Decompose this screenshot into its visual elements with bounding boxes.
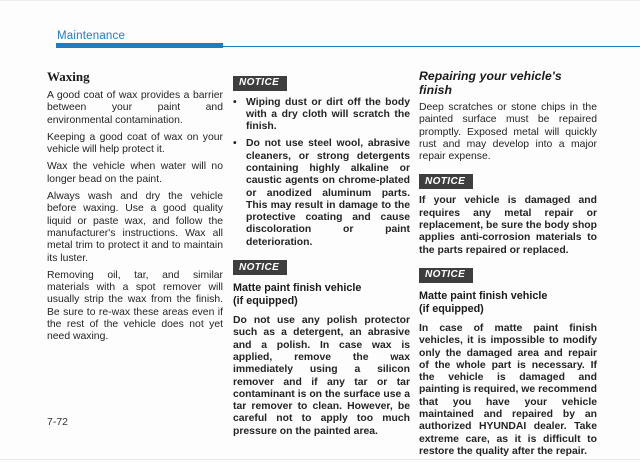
notice-badge: NOTICE xyxy=(233,260,287,275)
paragraph: Always wash and dry the vehicle before waxing. Use a good quality liquid or paste wax, and follow the manufacturer's instructions. Wax all metal trim to protect it and to maintain its luster. xyxy=(47,191,223,264)
column-repairing xyxy=(419,69,597,463)
paragraph: Wax the vehicle when water will no longer bead on the paint. xyxy=(47,161,223,185)
list-item xyxy=(233,97,410,134)
subheading-line: (if equipped) xyxy=(233,295,298,308)
paragraph: If your vehicle is damaged and requires any metal repair or replacement, be sure the body shop applies anti-corrosion materials to the parts repaired or replaced. xyxy=(419,195,597,256)
notice-badge: NOTICE xyxy=(419,174,473,189)
page-number: 7-72 xyxy=(47,416,69,428)
bullet-text: Wiping dust or dirt off the body with a dry cloth will scratch the finish. xyxy=(246,96,410,133)
subheading-line: (if equipped) xyxy=(419,302,484,315)
bullet-text: Do not use steel wool, abrasive cleaners, or strong detergents containing highly alkaline or caustic agents on chrome-plated or anodized aluminum parts. This may result in damage to the protective coating and cause discoloration or paint deterioration. xyxy=(246,138,410,248)
list-item xyxy=(233,138,410,249)
paragraph: A good coat of wax provides a barrier between your paint and environmental contamination. xyxy=(47,90,223,126)
section-label: Maintenance xyxy=(57,30,126,42)
notice-badge: NOTICE xyxy=(419,268,473,283)
matte-paint-subheading xyxy=(419,290,597,316)
paragraph: Removing oil, tar, and similar materials with a spot remover will usually strip the wax from the finish. Be sure to re-wax these areas even if the rest of the vehicle does not yet need waxing. xyxy=(47,269,223,343)
repairing-heading: Repairing your vehicle's finish xyxy=(419,69,562,97)
column-waxing xyxy=(47,69,223,349)
subheading-line: Matte paint finish vehicle xyxy=(419,289,548,302)
header-accent-bar xyxy=(56,43,223,48)
paragraph: Do not use any polish protector such as a detergent, an abrasive and a polish. In case wax is applied, remove the wax immediately using a silicon remover and if any tar or tar contaminant is on the surface use a tar remover to clean. However, be careful not to apply too much pressure on the painted area. xyxy=(233,315,410,437)
bullet-icon: • xyxy=(233,138,237,150)
notice-badge: NOTICE xyxy=(233,76,287,91)
waxing-heading: Waxing xyxy=(47,69,90,84)
subheading-line: Matte paint finish vehicle xyxy=(233,282,362,295)
header-rule xyxy=(223,46,640,48)
paragraph: Keeping a good coat of wax on your vehicle will help protect it. xyxy=(47,131,223,156)
paragraph: Deep scratches or stone chips in the painted surface must be repaired promptly. Exposed metal will quickly rust and may develop into a major repair expense. xyxy=(419,102,597,163)
matte-paint-subheading xyxy=(233,282,410,308)
column-wax-notices xyxy=(233,72,410,443)
paragraph: In case of matte paint finish vehicles, it is impossible to modify only the damaged area and repair of the whole part is necessary. If the vehicle is damaged and painting is required, we recommend that you have your vehicle maintained and repaired by an authorized HYUNDAI dealer. Take extreme care, as it is difficult to restore the quality after the repair. xyxy=(419,322,597,457)
bullet-icon: • xyxy=(233,96,237,108)
